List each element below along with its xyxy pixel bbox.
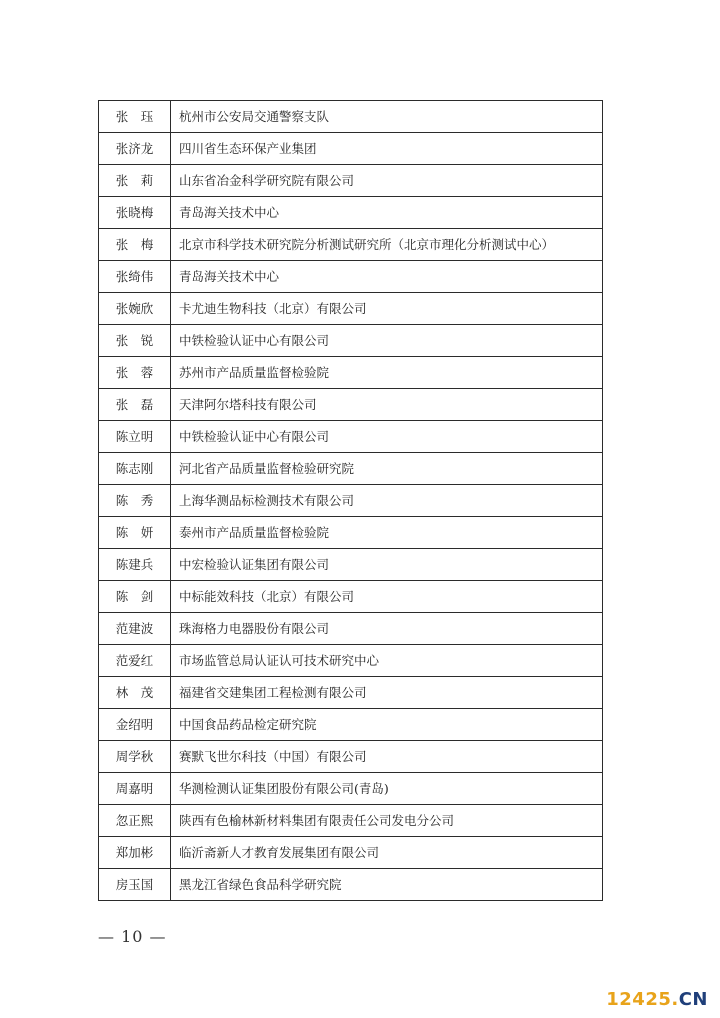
table-row bbox=[99, 293, 603, 325]
table-row bbox=[99, 165, 603, 197]
person-name-cell: 房玉国 bbox=[99, 869, 171, 901]
organization-cell: 天津阿尔塔科技有限公司 bbox=[171, 389, 603, 421]
organization-cell: 中标能效科技（北京）有限公司 bbox=[171, 581, 603, 613]
table-row bbox=[99, 709, 603, 741]
person-name-cell: 范建波 bbox=[99, 613, 171, 645]
table-row bbox=[99, 613, 603, 645]
organization-cell: 上海华测品标检测技术有限公司 bbox=[171, 485, 603, 517]
table-row bbox=[99, 453, 603, 485]
organization-cell: 北京市科学技术研究院分析测试研究所（北京市理化分析测试中心） bbox=[171, 229, 603, 261]
person-name-cell: 张绮伟 bbox=[99, 261, 171, 293]
organization-cell: 福建省交建集团工程检测有限公司 bbox=[171, 677, 603, 709]
person-name-cell: 张 莉 bbox=[99, 165, 171, 197]
organization-cell: 市场监管总局认证认可技术研究中心 bbox=[171, 645, 603, 677]
table-row bbox=[99, 357, 603, 389]
organization-cell: 陕西有色榆林新材料集团有限责任公司发电分公司 bbox=[171, 805, 603, 837]
organization-cell: 中国食品药品检定研究院 bbox=[171, 709, 603, 741]
table-row bbox=[99, 101, 603, 133]
person-name-cell: 陈 秀 bbox=[99, 485, 171, 517]
roster-table bbox=[98, 100, 603, 901]
watermark-suffix: CN bbox=[678, 989, 708, 1010]
organization-cell: 泰州市产品质量监督检验院 bbox=[171, 517, 603, 549]
table-row bbox=[99, 485, 603, 517]
person-name-cell: 陈 妍 bbox=[99, 517, 171, 549]
table-row bbox=[99, 741, 603, 773]
person-name-cell: 忽正熙 bbox=[99, 805, 171, 837]
person-name-cell: 郑加彬 bbox=[99, 837, 171, 869]
person-name-cell: 张 珏 bbox=[99, 101, 171, 133]
table-row bbox=[99, 229, 603, 261]
person-name-cell: 张晓梅 bbox=[99, 197, 171, 229]
page-number: — 10 — bbox=[98, 927, 167, 946]
organization-cell: 青岛海关技术中心 bbox=[171, 261, 603, 293]
table-row bbox=[99, 677, 603, 709]
table-row bbox=[99, 389, 603, 421]
organization-cell: 河北省产品质量监督检验研究院 bbox=[171, 453, 603, 485]
person-name-cell: 张婉欣 bbox=[99, 293, 171, 325]
table-row bbox=[99, 133, 603, 165]
person-name-cell: 陈立明 bbox=[99, 421, 171, 453]
table-row bbox=[99, 773, 603, 805]
person-name-cell: 金绍明 bbox=[99, 709, 171, 741]
organization-cell: 黑龙江省绿色食品科学研究院 bbox=[171, 869, 603, 901]
person-name-cell: 张 蓉 bbox=[99, 357, 171, 389]
organization-cell: 中铁检验认证中心有限公司 bbox=[171, 325, 603, 357]
organization-cell: 青岛海关技术中心 bbox=[171, 197, 603, 229]
table-row bbox=[99, 197, 603, 229]
table-row bbox=[99, 645, 603, 677]
table-row bbox=[99, 549, 603, 581]
organization-cell: 中宏检验认证集团有限公司 bbox=[171, 549, 603, 581]
person-name-cell: 陈建兵 bbox=[99, 549, 171, 581]
organization-cell: 四川省生态环保产业集团 bbox=[171, 133, 603, 165]
watermark-dot: . bbox=[671, 989, 679, 1010]
person-name-cell: 周嘉明 bbox=[99, 773, 171, 805]
person-name-cell: 张 锐 bbox=[99, 325, 171, 357]
person-name-cell: 张 磊 bbox=[99, 389, 171, 421]
roster-table-body bbox=[99, 101, 603, 901]
person-name-cell: 林 茂 bbox=[99, 677, 171, 709]
table-row bbox=[99, 261, 603, 293]
organization-cell: 苏州市产品质量监督检验院 bbox=[171, 357, 603, 389]
person-name-cell: 张济龙 bbox=[99, 133, 171, 165]
person-name-cell: 周学秋 bbox=[99, 741, 171, 773]
organization-cell: 卡尤迪生物科技（北京）有限公司 bbox=[171, 293, 603, 325]
person-name-cell: 陈志刚 bbox=[99, 453, 171, 485]
site-watermark bbox=[606, 989, 708, 1010]
organization-cell: 临沂斋新人才教育发展集团有限公司 bbox=[171, 837, 603, 869]
table-row bbox=[99, 325, 603, 357]
organization-cell: 山东省冶金科学研究院有限公司 bbox=[171, 165, 603, 197]
table-row bbox=[99, 869, 603, 901]
table-row bbox=[99, 805, 603, 837]
organization-cell: 珠海格力电器股份有限公司 bbox=[171, 613, 603, 645]
organization-cell: 杭州市公安局交通警察支队 bbox=[171, 101, 603, 133]
table-row bbox=[99, 421, 603, 453]
table-row bbox=[99, 517, 603, 549]
person-name-cell: 张 梅 bbox=[99, 229, 171, 261]
person-name-cell: 范爱红 bbox=[99, 645, 171, 677]
table-row bbox=[99, 837, 603, 869]
organization-cell: 赛默飞世尔科技（中国）有限公司 bbox=[171, 741, 603, 773]
table-row bbox=[99, 581, 603, 613]
watermark-number: 12425 bbox=[606, 989, 672, 1010]
organization-cell: 中铁检验认证中心有限公司 bbox=[171, 421, 603, 453]
person-name-cell: 陈 剑 bbox=[99, 581, 171, 613]
organization-cell: 华测检测认证集团股份有限公司(青岛) bbox=[171, 773, 603, 805]
